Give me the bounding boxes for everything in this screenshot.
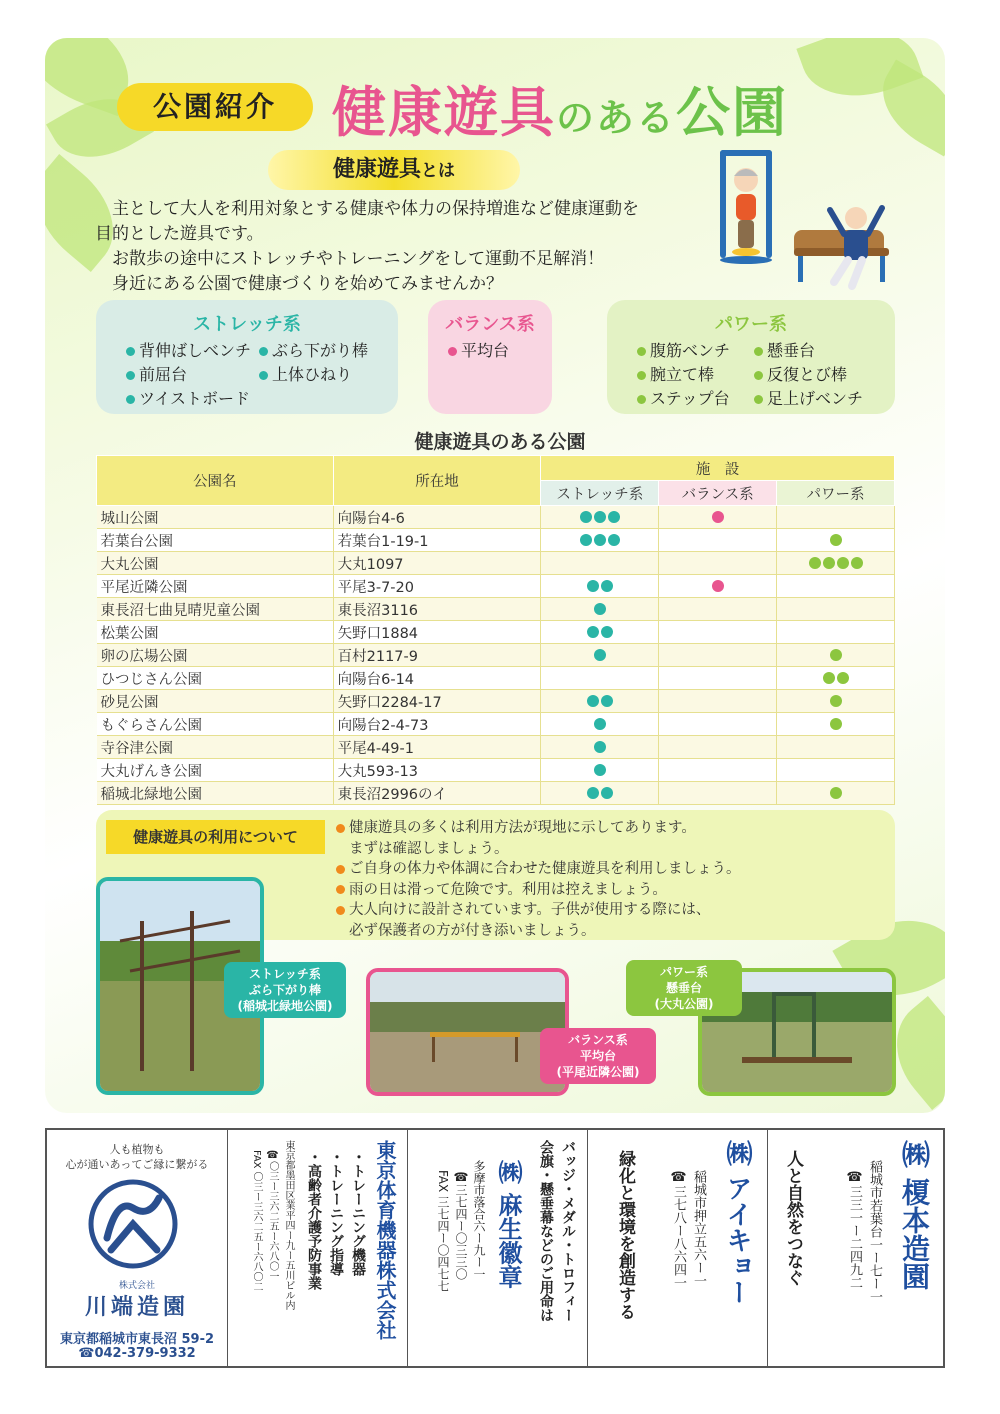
facility-dot [594,534,606,546]
park-address: 矢野口1884 [333,621,541,644]
intro-line: 目的とした遊具です。 [95,224,264,244]
category-item: 腕立て棒 [637,362,714,385]
facility-balance-cell [659,713,777,736]
facility-dot [587,580,599,592]
table-row [97,759,895,782]
facility-dot [608,511,620,523]
park-address: 東長沼2996のイ [333,782,541,805]
ad-company-type: 株式会社 [118,1281,155,1291]
facility-balance-cell [659,529,777,552]
kawabata-logo-icon [87,1178,179,1270]
header-balance: バランス系 [659,481,777,506]
intro-line: お散歩の途中にストレッチやトレーニングをして運動不足解消！ [112,249,605,269]
facility-power-cell [777,598,895,621]
park-address: 平尾4-49-1 [333,736,541,759]
parks-table [96,455,895,805]
facility-power-cell [777,529,895,552]
ad-company-name: 川端造園 [84,1295,189,1320]
intro-line: 主として大人を利用対象とする健康や体力の保持増進など健康運動を [112,199,639,219]
facility-dot [712,580,724,592]
ad-tel: ☎三七四ー〇三三〇 [454,1170,468,1280]
usage-list [336,818,741,941]
facility-balance-cell [659,644,777,667]
ad-company-name: 東京体育機器株式会社 [373,1140,397,1340]
category-stretch [96,300,398,414]
usage-item-cont: まずは確認しましょう。 [349,840,509,857]
park-address: 向陽台6-14 [333,667,541,690]
facility-stretch-cell [541,713,659,736]
ad-fax: FAX 三七四ー〇四七七 [436,1170,450,1293]
facility-dot [830,649,842,661]
facility-dot [851,557,863,569]
ad-slogan: 人も植物も [109,1143,165,1156]
usage-item: 大人向けに設計されています。子供が使用する際には、 [336,900,741,921]
facility-power-cell [777,759,895,782]
table-row [97,736,895,759]
park-name: 稲城北緑地公園 [97,782,334,805]
park-address: 百村2117-9 [333,644,541,667]
facility-balance-cell [659,782,777,805]
facility-power-cell [777,736,895,759]
category-item: 背伸ばしベンチ [126,338,251,361]
ad-tel: ☎042-379-9332 [78,1346,196,1361]
ad-tel: ☎三三一ー二四九二 [847,1170,862,1289]
facility-dot [830,534,842,546]
facility-power-cell [777,782,895,805]
facility-stretch-cell [541,552,659,575]
ad-description: バッジ・メダル・トロフィー [560,1140,576,1322]
facility-dot [608,534,620,546]
intro-line: 身近にある公園で健康づくりを始めてみませんか？ [112,274,503,294]
facility-power-cell [777,575,895,598]
park-name: もぐらさん公園 [97,713,334,736]
usage-item: ご自身の体力や体調に合わせた健康遊具を利用しましょう。 [336,859,741,880]
facility-dot [594,764,606,776]
photo-caption-power: パワー系 懸垂台 (大丸公園) [626,960,742,1016]
facility-balance-cell [659,667,777,690]
park-address: 大丸593-13 [333,759,541,782]
facility-dot [601,626,613,638]
category-title: バランス系 [445,314,535,335]
ad-address: 東京都稲城市東長沼 59-2 [59,1332,215,1347]
category-item: 平均台 [448,338,509,361]
header-name: 公園名 [97,456,334,506]
park-name: 松葉公園 [97,621,334,644]
facility-stretch-cell [541,621,659,644]
facility-dot [587,626,599,638]
facility-stretch-cell [541,575,659,598]
photo-caption-balance: バランス系 平均台 (平尾近隣公園) [540,1028,656,1084]
park-name: 若葉台公園 [97,529,334,552]
table-row [97,667,895,690]
facility-dot [809,557,821,569]
ad-slogan: 人と自然をつなぐ [783,1150,803,1286]
facility-power-cell [777,644,895,667]
ad-service: ・高齢者介護予防事業 [306,1150,322,1290]
facility-balance-cell [659,598,777,621]
usage-item-cont: 必ず保護者の方が付き添いましょう。 [349,922,596,939]
table-title: 健康遊具のある公園 [414,431,586,453]
photo-balance-equipment [366,968,569,1096]
facility-balance-cell [659,736,777,759]
ad-service: ・トレーニング機器 [350,1150,366,1276]
category-item: ぶら下がり棒 [259,338,368,361]
facility-stretch-cell [541,736,659,759]
facility-dot [823,557,835,569]
park-address: 東長沼3116 [333,598,541,621]
facility-dot [837,557,849,569]
park-name: 寺谷津公園 [97,736,334,759]
header-address: 所在地 [333,456,541,506]
category-balance [428,300,552,414]
facility-stretch-cell [541,529,659,552]
facility-stretch-cell [541,759,659,782]
ad-company-name: ㈱ 榎本造園 [898,1140,931,1290]
facility-dot [712,511,724,523]
sponsor-ads [45,1128,945,1368]
category-item: 腹筋ベンチ [637,338,730,361]
facility-dot [601,580,613,592]
facility-dot [823,672,835,684]
intro-text [95,197,735,297]
facility-balance-cell [659,621,777,644]
ad-tel: ☎〇三ー三六二五ー六八〇一 [267,1150,278,1281]
category-item: ステップ台 [637,386,730,409]
facility-power-cell [777,667,895,690]
header-facility: 施 設 [541,456,895,481]
table-row [97,575,895,598]
table-row [97,506,895,529]
ad-company-name: ㈱ 麻生徽章 [494,1160,522,1289]
ad-company-name: ㈱ アイキョー [722,1140,752,1306]
intro-heading-suffix: とは [421,161,455,181]
category-title: パワー系 [715,314,787,335]
facility-power-cell [777,552,895,575]
usage-tag: 健康遊具の利用について [106,820,325,854]
section-badge: 公園紹介 [117,83,313,131]
ad-address: 東京都墨田区業平四ー九ー五川ビル内 [283,1140,294,1310]
facility-dot [830,695,842,707]
facility-power-cell [777,713,895,736]
facility-dot [837,672,849,684]
park-address: 矢野口2284-17 [333,690,541,713]
park-address: 若葉台1-19-1 [333,529,541,552]
facility-stretch-cell [541,598,659,621]
title-part-1: 健康遊具 [332,81,556,144]
park-name: 平尾近隣公園 [97,575,334,598]
ad-service: ・トレーニング指導 [328,1150,344,1276]
usage-item: 雨の日は滑って危険です。利用は控えましょう。 [336,880,741,901]
header-stretch: ストレッチ系 [541,481,659,506]
ad-address: 稲城市若葉台一ー七ー一 [867,1160,882,1303]
ad-slogan: 心が通いあってご縁に繋がる [65,1158,209,1171]
table-row [97,529,895,552]
park-address: 向陽台2-4-73 [333,713,541,736]
facility-dot [587,787,599,799]
park-address: 向陽台4-6 [333,506,541,529]
photo-caption-stretch: ストレッチ系 ぶら下がり棒 (稲城北緑地公園) [224,962,346,1018]
park-name: ひつじさん公園 [97,667,334,690]
park-name: 大丸げんき公園 [97,759,334,782]
usage-item: 健康遊具の多くは利用方法が現地に示してあります。 [336,818,741,839]
facility-balance-cell [659,506,777,529]
facility-dot [587,695,599,707]
table-row [97,621,895,644]
table-row [97,598,895,621]
facility-dot [594,603,606,615]
ad-address: 稲城市押立五六ー一 [691,1170,706,1287]
category-item: 懸垂台 [754,338,815,361]
category-item: 反復とび棒 [754,362,847,385]
facility-balance-cell [659,552,777,575]
ad-tokyo-taiiku [227,1130,408,1366]
facility-dot [594,741,606,753]
facility-dot [830,787,842,799]
table-row [97,713,895,736]
category-title: ストレッチ系 [193,314,301,335]
facility-dot [594,511,606,523]
facility-stretch-cell [541,506,659,529]
ad-enomoto [767,1130,946,1366]
park-address: 大丸1097 [333,552,541,575]
title-part-2: のある [556,96,677,140]
facility-dot [830,718,842,730]
facility-dot [580,534,592,546]
facility-power-cell [777,506,895,529]
ad-address: 多摩市落合六ー九ー一 [472,1160,486,1280]
table-row [97,690,895,713]
ad-tel: ☎三七八ー八六四一 [671,1170,686,1289]
facility-balance-cell [659,759,777,782]
facility-balance-cell [659,575,777,598]
table-row [97,782,895,805]
park-name: 城山公園 [97,506,334,529]
facility-stretch-cell [541,690,659,713]
title-part-3: 公園 [676,81,789,144]
ad-slogan: 緑化と環境を創造する [615,1150,635,1320]
facility-balance-cell [659,690,777,713]
facility-dot [594,649,606,661]
facility-dot [601,695,613,707]
park-name: 東長沼七曲見晴児童公園 [97,598,334,621]
intro-heading-main: 健康遊具 [332,157,421,182]
table-row [97,644,895,667]
facility-stretch-cell [541,667,659,690]
ad-kawabata [47,1130,227,1366]
facility-dot [594,718,606,730]
category-item: 上体ひねり [259,362,352,385]
category-item: 足上げベンチ [754,386,863,409]
facility-dot [580,511,592,523]
category-item: 前屈台 [126,362,187,385]
ad-description: 会旗・懸垂幕などのご用命は [538,1140,554,1322]
seniors-exercising-illustration [712,148,912,298]
park-name: 大丸公園 [97,552,334,575]
facility-dot [601,787,613,799]
ad-aso [407,1130,588,1366]
park-name: 砂見公園 [97,690,334,713]
ad-aikyo [587,1130,768,1366]
intro-heading [268,150,520,190]
park-name: 卵の広場公園 [97,644,334,667]
facility-power-cell [777,621,895,644]
facility-stretch-cell [541,782,659,805]
category-power [607,300,895,414]
ad-fax: FAX 〇三ー三六二五ー六八〇二 [251,1150,262,1292]
page-title [332,70,788,147]
park-address: 平尾3-7-20 [333,575,541,598]
facility-power-cell [777,690,895,713]
facility-stretch-cell [541,644,659,667]
table-row [97,552,895,575]
category-item: ツイストボード [126,386,250,409]
header-power: パワー系 [777,481,895,506]
